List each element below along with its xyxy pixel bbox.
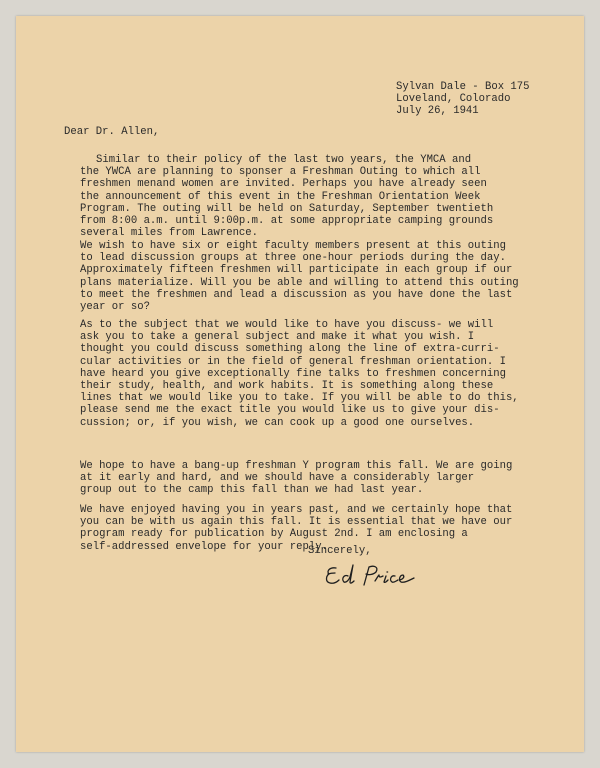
paragraph-1-first-line: Similar to their policy of the last two years, the YMCA and: [96, 154, 472, 166]
sender-address: Sylvan Dale - Box 175 Loveland, Colorado July 26, 1941: [396, 81, 530, 118]
salutation: Dear Dr. Allen,: [64, 126, 160, 138]
paragraph-5: We have enjoyed having you in years past, and we certainly hope that you can be with us again this fall. It is essential that we have our program ready for publication by August 2nd. I am enclosing a self-addressed envelope for your reply.: [80, 504, 513, 553]
paragraph-1-body: the YWCA are planning to sponser a Freshman Outing to which all freshmen menand women are invited. Perhaps you have already seen the announcement of this event in the Freshman Orientation Week Program. The outing will be held on Saturday, September twentieth from 8:00 a.m. until 9:00p.m. at some appropriate camping grounds several miles from Lawrence.: [80, 166, 494, 240]
handwritten-signature: [322, 562, 422, 592]
paragraph-4: We hope to have a bang-up freshman Y program this fall. We are going at it early and hard, and we should have a considerably larger group out to the camp this fall than we had last year.: [80, 460, 513, 497]
closing: Sincerely,: [308, 545, 372, 557]
paragraph-3: As to the subject that we would like to have you discuss- we will ask you to take a general subject and make it what you wish. I thought you could discuss something along the line of extra-curri- cular activities or in the field of general freshman orientation. I have heard you give exceptionally fine talks to freshmen concerning their study, health, and work habits. It is something along these lines that we would like you to take. If you will be able to do this, please send me the exact title you would like us to give your dis- cussion; or, if you wish, we can cook up a good one ourselves.: [80, 319, 519, 429]
paragraph-2: We wish to have six or eight faculty members present at this outing to lead discussion groups at three one-hour periods during the day. Approximately fifteen freshmen will participate in each group if our plans materialize. Will you be able and willing to attend this outing to meet the freshmen and lead a discussion as you have done the last year or so?: [80, 240, 519, 314]
